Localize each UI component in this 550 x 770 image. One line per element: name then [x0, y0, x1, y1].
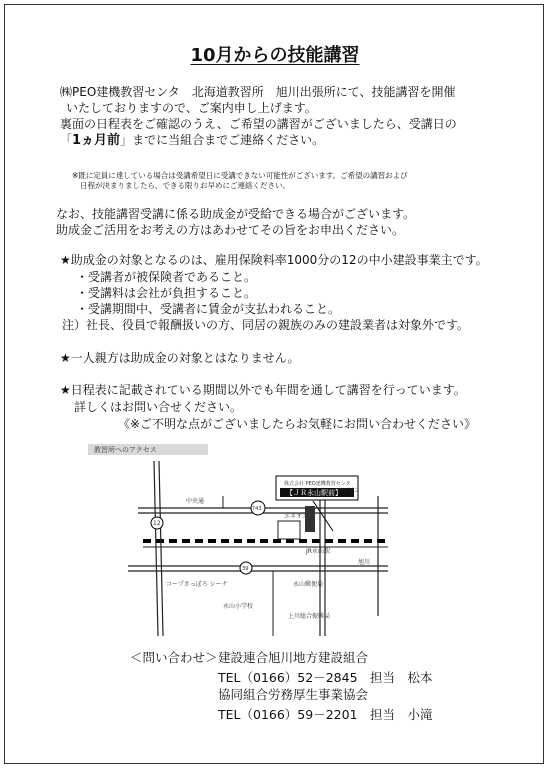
label-coop: コープさっぽろ シーナ — [166, 581, 228, 588]
label-post-office: 永山郵便局 — [293, 581, 324, 588]
condition-item-1: ・受講者が被保険者であること。 — [76, 270, 257, 284]
condition-item-2: ・受講料は会社が負担すること。 — [76, 286, 257, 300]
inquiry-invite: 《※ご不明な点がございましたらお気軽にお問い合わせください》 — [118, 417, 477, 431]
page-title: 10月からの技能講習 — [190, 45, 360, 66]
access-map — [88, 436, 388, 636]
intro-line-1: ㈱PEO建機教習センタ 北海道教習所 旭川出張所にて、技能講習を開催 — [60, 85, 456, 99]
yearround-line-1: ★日程表に記載されている期間以外でも年間を通して講習を行っています。 — [60, 383, 466, 397]
subsidy-line-2: 助成金ご活用をお考えの方はあわせてその旨をお申出ください。 — [56, 223, 405, 237]
label-lawson: ローソン — [336, 487, 360, 494]
svg-text:株式会社 PEO建機教習センタ: 株式会社 PEO建機教習センタ — [284, 481, 351, 487]
note-line-2: 日程が決まりましたら、できる限りお早めにご連絡ください。 — [80, 181, 290, 190]
label-chuo: 中央通 — [186, 498, 205, 505]
label-jr-station: JR永山駅 — [306, 548, 330, 555]
svg-text:12: 12 — [153, 520, 161, 527]
contact-tel-1: TEL（0166）52－2845 担当 松本 — [218, 670, 433, 685]
one-person-note: ★一人親方は助成金の対象とはなりません。 — [60, 351, 300, 365]
map-header: 教習所へのアクセス — [94, 446, 157, 454]
contact-org-1: 建設連合旭川地方建設組合 — [218, 650, 369, 665]
contact-org-2: 協同組合労務厚生事業協会 — [218, 687, 369, 702]
intro-line-4: 「1ヵ月前」までに当組合までご連絡ください。 — [60, 133, 325, 148]
note-line-1: ※既に定員に達している場合は受講希望日に受講できない可能性がございます。ご希望の講習および — [72, 171, 408, 180]
conditions-heading: ★助成金の対象となるのは、雇用保険料率1000分の12の中小建設事業主です。 — [60, 253, 488, 267]
label-asahikawa: 旭川 — [358, 559, 371, 566]
label-school: 永山小学校 — [223, 603, 254, 610]
station-building — [278, 521, 300, 539]
intro-line-3: 裏面の日程表をご確認のうえ、ご希望の講習がございましたら、受講日の — [60, 117, 457, 131]
svg-text:743: 743 — [252, 506, 262, 512]
condition-item-3: ・受講期間中、受講者に賃金が支払われること。 — [76, 302, 341, 316]
label-ueno: 上川総合振興局 — [288, 613, 331, 620]
contact-label: ＜問い合わせ＞ — [130, 650, 218, 665]
intro-line-2: いたしておりますので、ご案内申し上げます。 — [66, 101, 317, 115]
yearround-line-2: 詳しくはお問い合せください。 — [74, 400, 243, 414]
subsidy-line-1: なお、技能講習受講に係る助成金が受給できる場合がございます。 — [56, 207, 416, 221]
svg-text:39: 39 — [242, 566, 249, 572]
exclusion-note: 注）社長、役員で報酬扱いの方、同居の親族のみの建設業者は対象外です。 — [62, 318, 470, 332]
label-eneos: エネオス — [284, 513, 308, 520]
contact-tel-2: TEL（0166）59－2201 担当 小滝 — [218, 707, 433, 722]
deadline-emphasis: 1ヵ月前 — [72, 133, 121, 148]
station-label: 【ＪＲ永山駅前】 — [286, 489, 342, 497]
